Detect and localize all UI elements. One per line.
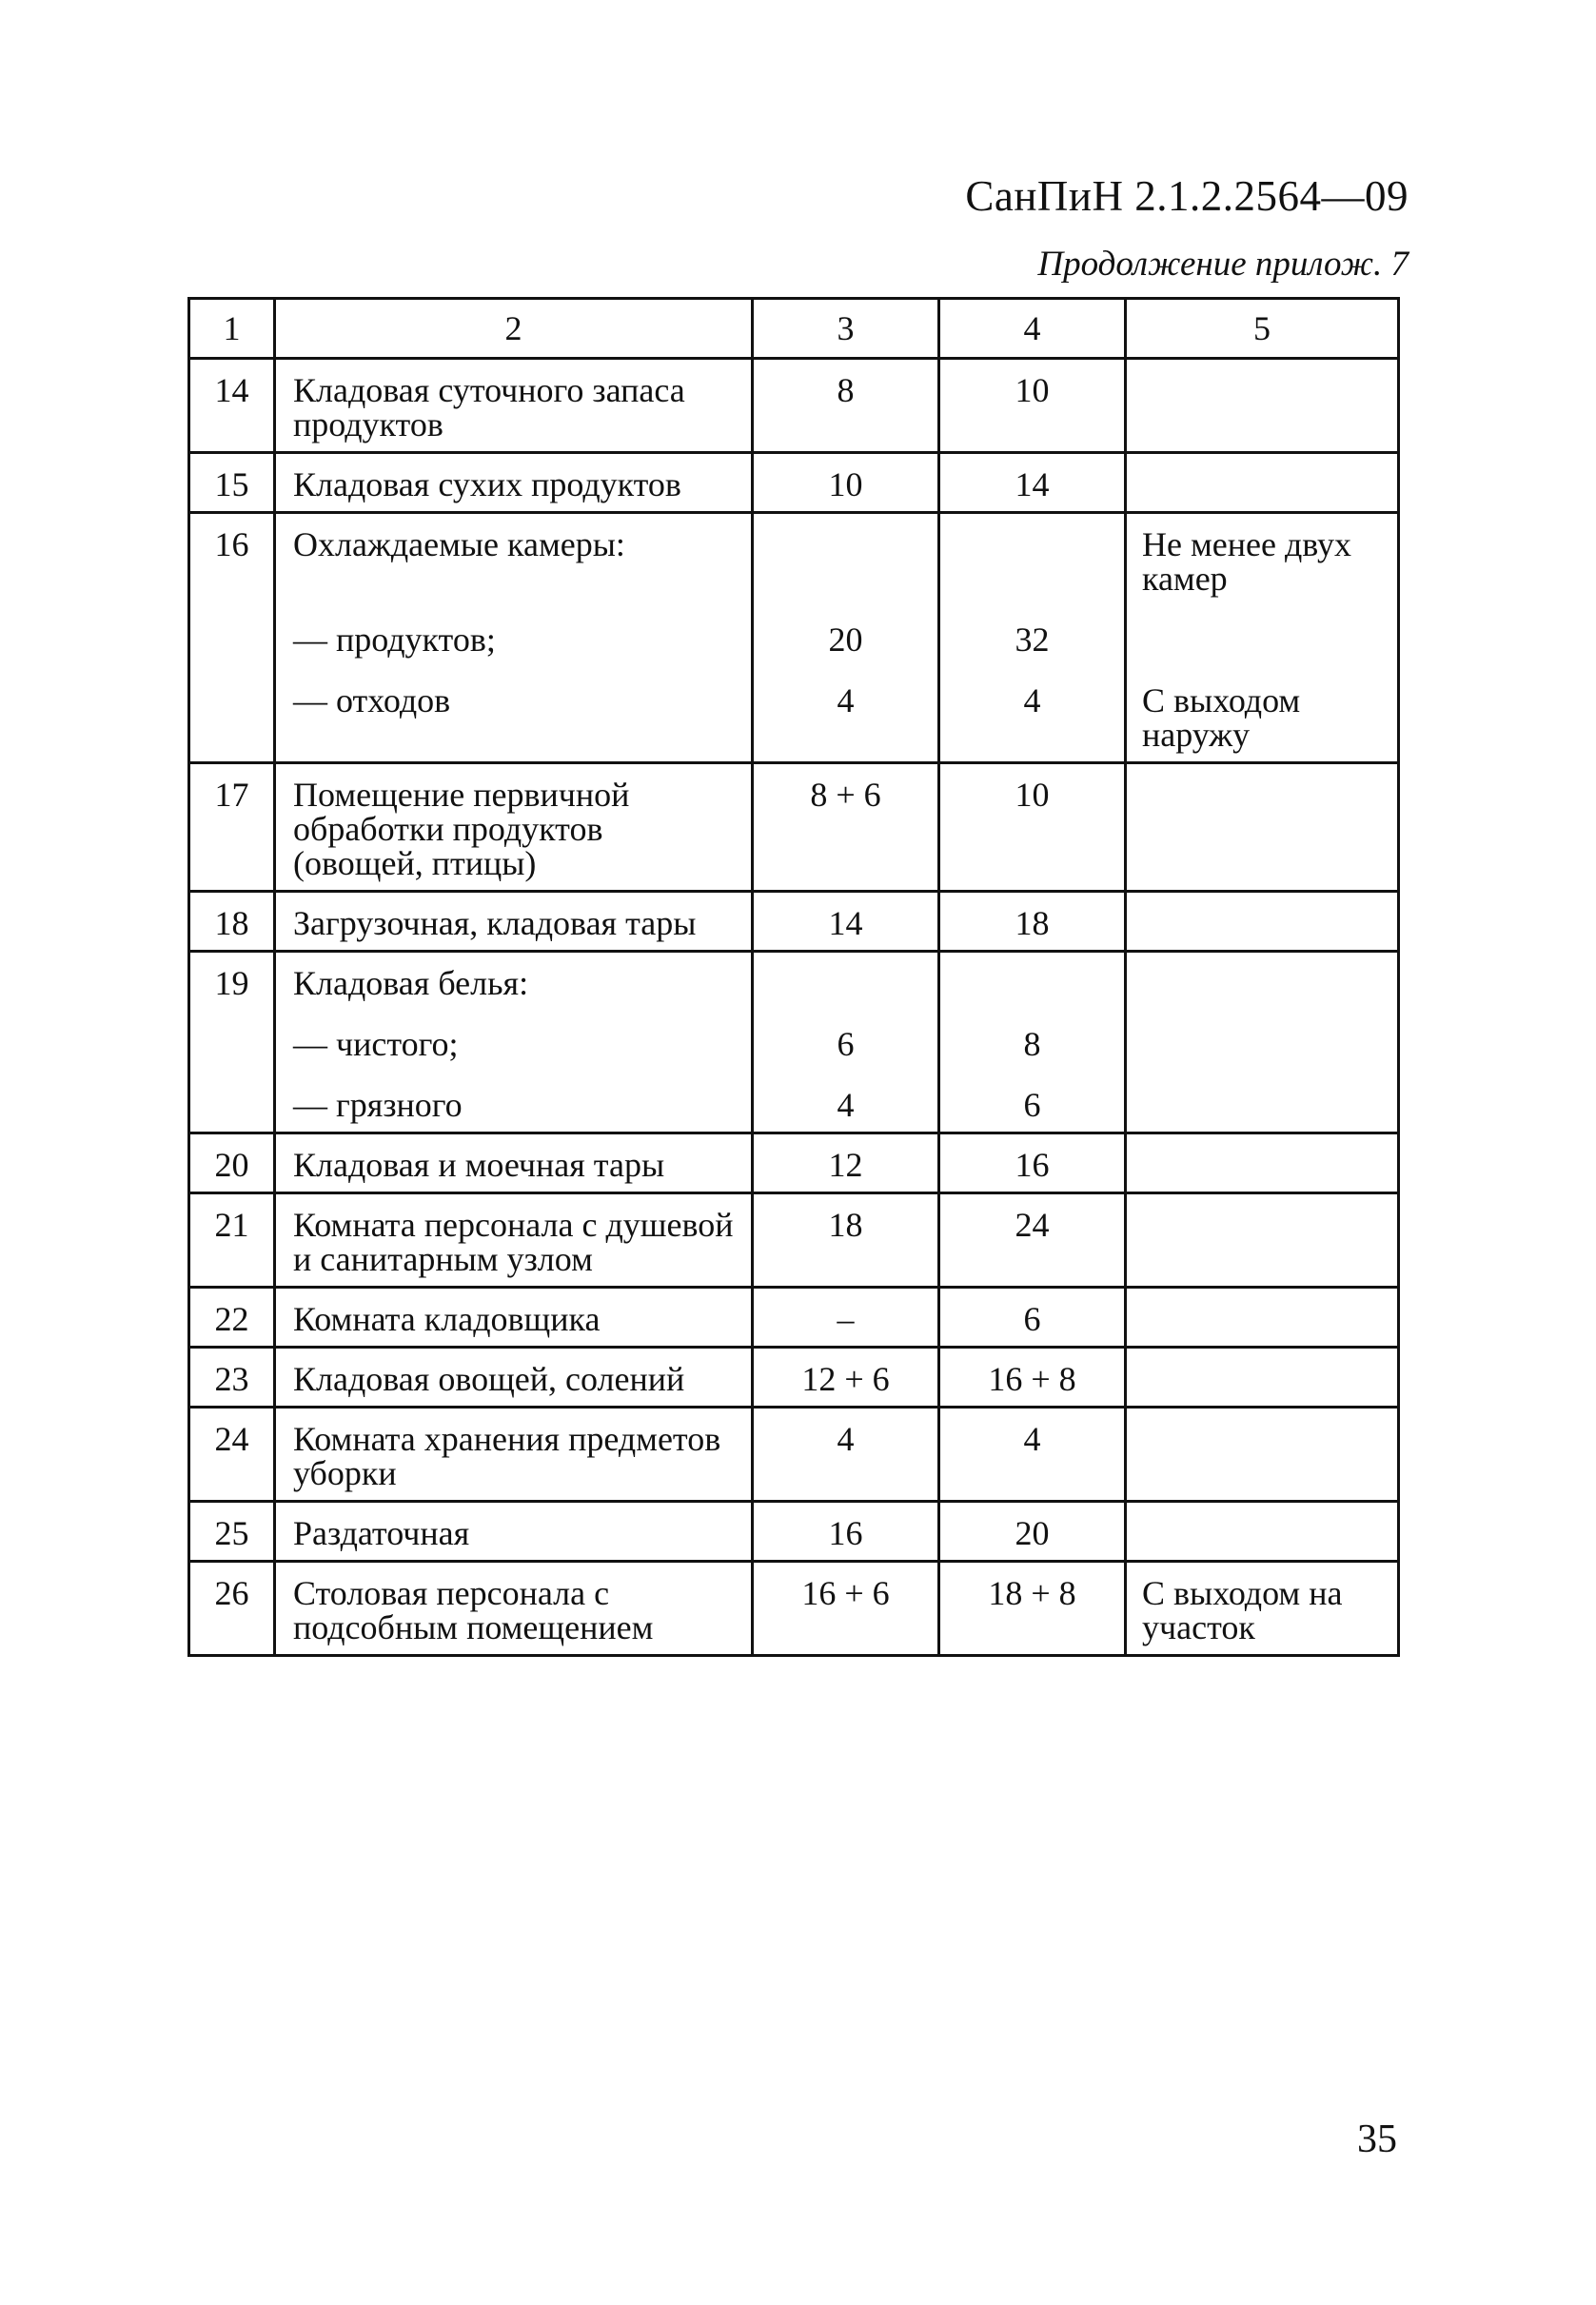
appendix-table [187, 297, 1400, 1657]
sub-item-value: 6 [1023, 1086, 1041, 1124]
area-value-col4: 20 [939, 1502, 1126, 1562]
room-name: Кладовая сухих продуктов [275, 453, 753, 513]
group-value [940, 527, 1124, 561]
column-header: 5 [1126, 299, 1399, 359]
area-value-col4: 16 [939, 1133, 1126, 1193]
group-title: Кладовая белья: [293, 964, 529, 1002]
area-value-col4: 10 [939, 359, 1126, 453]
row-number: 14 [189, 359, 275, 453]
area-value-col3: 18 [753, 1193, 939, 1288]
row-number: 16 [189, 513, 275, 763]
row-note [1126, 1502, 1399, 1562]
table-row [189, 359, 1399, 453]
table-row [189, 892, 1399, 952]
row-note [1126, 1193, 1399, 1288]
sub-item-value: 20 [828, 621, 863, 659]
sub-item-note: С выходом наружу [1142, 681, 1301, 754]
sub-item-value: 6 [837, 1025, 855, 1063]
sub-item-value: 4 [837, 1086, 855, 1124]
table-row [189, 1288, 1399, 1348]
row-note: С выходом на участок [1126, 1562, 1399, 1656]
table-row [189, 1133, 1399, 1193]
room-name [275, 952, 753, 1133]
area-value-col3: 8 + 6 [753, 763, 939, 892]
row-number: 22 [189, 1288, 275, 1348]
area-value-col3 [753, 952, 939, 1133]
area-value-col4: 4 [939, 1408, 1126, 1502]
room-name: Кладовая овощей, солений [275, 1348, 753, 1408]
room-name: Кладовая суточного запаса продуктов [275, 359, 753, 453]
room-name: Раздаточная [275, 1502, 753, 1562]
row-note [1126, 1348, 1399, 1408]
row-note [1126, 952, 1399, 1133]
row-note [1126, 513, 1399, 763]
area-value-col3: 16 + 6 [753, 1562, 939, 1656]
table-row [189, 1562, 1399, 1656]
sub-item-name: — продуктов; [293, 621, 496, 659]
row-number: 26 [189, 1562, 275, 1656]
area-value-col3: 12 [753, 1133, 939, 1193]
area-value-col3: 12 + 6 [753, 1348, 939, 1408]
area-value-col4: 14 [939, 453, 1126, 513]
appendix-table-container [187, 297, 1397, 1657]
area-value-col4: 24 [939, 1193, 1126, 1288]
row-number: 15 [189, 453, 275, 513]
column-header: 2 [275, 299, 753, 359]
area-value-col3: 8 [753, 359, 939, 453]
table-row [189, 453, 1399, 513]
area-value-col3 [753, 513, 939, 763]
row-note [1126, 1408, 1399, 1502]
table-row [189, 1502, 1399, 1562]
area-value-col4: 18 [939, 892, 1126, 952]
row-number: 20 [189, 1133, 275, 1193]
row-number: 17 [189, 763, 275, 892]
room-name [275, 513, 753, 763]
row-number: 25 [189, 1502, 275, 1562]
area-value-col3: 14 [753, 892, 939, 952]
sub-item-name: — отходов [293, 681, 451, 719]
column-header: 3 [753, 299, 939, 359]
area-value-col4: 10 [939, 763, 1126, 892]
table-row [189, 952, 1399, 1133]
row-number: 24 [189, 1408, 275, 1502]
sub-item-value: 32 [1015, 621, 1050, 659]
row-note [1126, 763, 1399, 892]
sub-item-note [1142, 622, 1388, 657]
row-note [1126, 359, 1399, 453]
sub-item-value: 4 [1023, 681, 1041, 719]
row-number: 18 [189, 892, 275, 952]
sub-item-value: 4 [837, 681, 855, 719]
row-number: 21 [189, 1193, 275, 1288]
sub-item-name: — грязного [293, 1086, 463, 1124]
sub-item-name: — чистого; [293, 1025, 459, 1063]
table-row [189, 763, 1399, 892]
continuation-label: Продолжение прилож. 7 [1037, 245, 1409, 284]
group-value [754, 966, 937, 1000]
area-value-col4 [939, 952, 1126, 1133]
table-row [189, 1193, 1399, 1288]
area-value-col4: 18 + 8 [939, 1562, 1126, 1656]
column-header: 4 [939, 299, 1126, 359]
group-value [940, 966, 1124, 1000]
area-value-col3: – [753, 1288, 939, 1348]
group-title: Охлаждаемые камеры: [293, 525, 625, 563]
group-value [754, 527, 937, 561]
table-header-row [189, 299, 1399, 359]
row-note [1126, 1133, 1399, 1193]
area-value-col3: 10 [753, 453, 939, 513]
table-row [189, 513, 1399, 763]
row-note [1126, 1288, 1399, 1348]
group-note: Не менее двух камер [1142, 525, 1352, 598]
area-value-col3: 16 [753, 1502, 939, 1562]
document-code: СанПиН 2.1.2.2564—09 [965, 172, 1409, 220]
area-value-col4: 6 [939, 1288, 1126, 1348]
area-value-col4: 16 + 8 [939, 1348, 1126, 1408]
area-value-col3: 4 [753, 1408, 939, 1502]
page-number: 35 [1357, 2118, 1397, 2161]
room-name: Помещение первичной обработки продуктов (овощей, птицы) [275, 763, 753, 892]
room-name: Загрузочная, кладовая тары [275, 892, 753, 952]
room-name: Комната хранения предметов уборки [275, 1408, 753, 1502]
row-note [1126, 453, 1399, 513]
table-row [189, 1408, 1399, 1502]
room-name: Комната кладовщика [275, 1288, 753, 1348]
sub-item-value: 8 [1023, 1025, 1041, 1063]
room-name: Комната персонала с душевой и санитарным узлом [275, 1193, 753, 1288]
row-number: 19 [189, 952, 275, 1133]
room-name: Столовая персонала с подсобным помещением [275, 1562, 753, 1656]
row-note [1126, 892, 1399, 952]
area-value-col4 [939, 513, 1126, 763]
row-number: 23 [189, 1348, 275, 1408]
column-header: 1 [189, 299, 275, 359]
room-name: Кладовая и моечная тары [275, 1133, 753, 1193]
table-row [189, 1348, 1399, 1408]
